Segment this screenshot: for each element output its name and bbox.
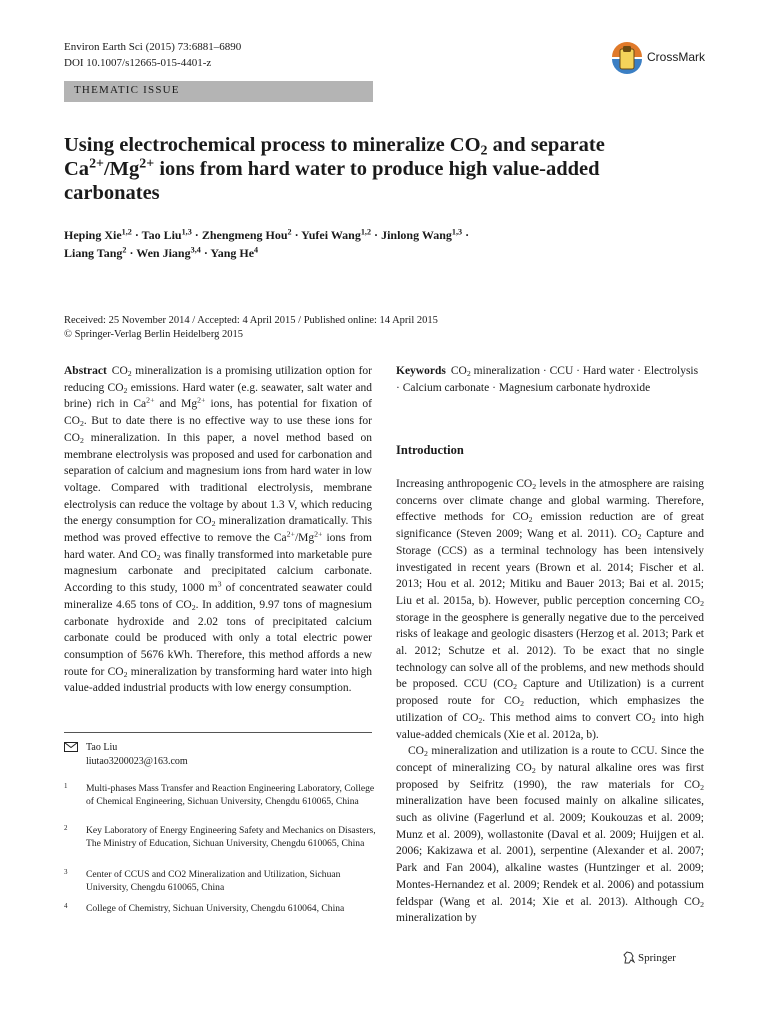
citation-link[interactable]: 2012: [414, 645, 438, 658]
article-title: Using electrochemical process to mineralize $CO_2$ and separate $Ca^{2+}/Mg^{2+}$ ions from hard water to produce high value-added carbonates: [64, 134, 605, 204]
citation-link[interactable]: 2009: [559, 812, 583, 825]
author-name[interactable]: Liang Tang: [64, 246, 123, 260]
citation-link[interactable]: 2009: [496, 528, 520, 541]
citation-link[interactable]: 2006: [396, 845, 419, 858]
author-name[interactable]: Yufei Wang: [301, 228, 361, 242]
author-affiliation-mark: 1,3: [451, 227, 463, 237]
citation-link[interactable]: 2012: [526, 645, 550, 658]
citation-link[interactable]: 2009: [453, 828, 477, 841]
affiliation-number: 4: [64, 902, 68, 910]
affiliation-number: 2: [64, 824, 68, 832]
crossmark-badge[interactable]: [610, 40, 706, 78]
citation-link[interactable]: 2007: [677, 845, 701, 858]
citation-link[interactable]: 2009: [513, 878, 537, 891]
citation-link[interactable]: 2011: [587, 528, 611, 541]
affiliation-text: Center of CCUS and CO2 Mineralization and Utilization, Sichuan University, Chengdu 610065, China: [86, 869, 341, 893]
envelope-icon: [64, 742, 78, 752]
publication-dates: [64, 314, 438, 342]
author-name[interactable]: Jinlong Wang: [381, 228, 452, 242]
author-affiliation-mark: 2: [287, 227, 292, 237]
author-name[interactable]: Zhengmeng Hou: [201, 228, 288, 242]
journal-citation: [64, 40, 241, 71]
author-affiliation-mark: 1,3: [181, 227, 192, 237]
citation-link[interactable]: 2012: [479, 578, 503, 591]
banner-label: THEMATIC ISSUE: [74, 84, 180, 96]
citation-link[interactable]: 2001: [506, 845, 530, 858]
paragraph: $CO_2$ mineralization and utilization is a route to CCU. Since the concept of mineralizing $CO_2$ by natural alkaline ores was first proposed by Seifritz (1990), the raw materials for $CO_2$ mineralization have been focused mainly on alkaline silicates, such as olivine (Fagerlund et al. 2009; Koukouzas et al. 2009; Munz et al. 2009), wollastonite (Daval et al. 2009; Huijgen et al. 2006; Kakizawa et al. 2001), serpentine (Alexander et al. 2007; Park and Fan 2004), alkaline wastes (Huntzinger et al. 2009; Montes-Hernandez et al. 2009; Rendek et al. 2006) and potassium feldspar (Wang et al. 2014; Xie et al. 2013). Although $CO_2$ mineralization by: [396, 745, 705, 925]
citation-link[interactable]: 2009: [677, 862, 701, 875]
citation-link[interactable]: b: [478, 594, 485, 607]
paragraph: Increasing anthropogenic $CO_2$ levels in the atmosphere are raising concerns over climate change and global warming. Therefore, effective methods for $CO_2$ emission reduction are of great significance (Steven 2009; Wang et al. 2011). $CO_2$ Capture and Storage (CCS) as a terminal technology has been intensively investigated in recent years (Brown et al. 2014; Fischer et al. 2013; Hou et al. 2012; Mitiku and Bauer 2013; Bai et al. 2015; Liu et al. 2015a, b). However, public perception concerning $CO_2$ storage in the geosphere is generally negative due to the perceived risks of leakage and geologic disasters (Herzog et al. 2013; Park et al. 2012; Schutze et al. 2012). To be exact that no single technology can solve all of the problems, and new methods should be proposed. CCU ($CO_2$ Capture and Utilization) is a current proposed route for $CO_2$ reduction, which emphasizes the utilization of $CO_2$. This method aims to convert $CO_2$ into high value-added chemicals (Xie et al. 2012a, b).: [396, 478, 705, 741]
contact-name: Tao Liu: [86, 742, 118, 753]
contact-email-link[interactable]: liutao3200023@163.com: [86, 756, 188, 767]
author-name[interactable]: Yang He: [210, 246, 255, 260]
affiliation: [64, 868, 376, 894]
affiliation-text: Multi-phases Mass Transfer and Reaction Engineering Laboratory, College of Chemical Engineering, Sichuan University, Chengdu 610065, China: [86, 783, 375, 807]
citation-link[interactable]: 2004: [469, 862, 493, 875]
citation-link[interactable]: 2015a: [443, 594, 472, 607]
journal-volume-line: Environ Earth Sci (2015) 73:6881–6890: [64, 41, 242, 53]
abstract-label: Abstract: [64, 365, 107, 377]
citation-link[interactable]: 2012a: [552, 728, 581, 741]
introduction-body: [396, 476, 704, 927]
author-name[interactable]: Wen Jiang: [136, 246, 191, 260]
citation-link[interactable]: 2015: [677, 578, 701, 591]
author-affiliation-mark: 3,4: [190, 245, 201, 255]
citation-link[interactable]: b: [586, 728, 593, 741]
copyright-line: © Springer-Verlag Berlin Heidelberg 2015: [64, 329, 244, 340]
citation-link[interactable]: 2013: [642, 628, 666, 641]
affiliation: [64, 782, 376, 808]
affiliation: [64, 824, 376, 850]
citation-link[interactable]: 2009: [677, 812, 701, 825]
citation-link[interactable]: 2014: [607, 561, 631, 574]
author-affiliation-mark: 1,2: [121, 227, 132, 237]
affiliation-number: 1: [64, 782, 68, 790]
publisher-logo: [623, 951, 676, 964]
citation-link[interactable]: 2006: [607, 878, 631, 891]
keywords: Keywords $CO_2$ mineralization · CCU · Hard water · Electrolysis · Calcium carbonate · Magnesium carbonate hydroxide: [396, 365, 699, 394]
footnote-divider: [64, 732, 372, 733]
history-line: Received: 25 November 2014 / Accepted: 4 April 2015 / Published online: 14 April 2015: [64, 315, 438, 326]
author-list: Heping Xie$^{1,2}$ · Tao Liu$^{1,3}$ · Zhengmeng Hou$^2$ · Yufei Wang$^{1,2}$ · Jinlong Wang$^{1,3}$ · Liang Tang$^2$ · Wen Jiang$^{3,4}$ · Yang He$^4$: [64, 227, 470, 260]
citation-link[interactable]: 2013: [396, 578, 419, 591]
citation-link[interactable]: 1990: [517, 778, 541, 791]
author-name[interactable]: Tao Liu: [141, 228, 182, 242]
springer-horse-icon: [623, 951, 635, 964]
thematic-issue-banner: [64, 81, 373, 102]
author-affiliation-mark: 2: [122, 245, 127, 255]
author-affiliation-mark: 4: [254, 245, 259, 255]
publisher-name: Springer: [638, 952, 676, 964]
keywords-label: Keywords: [396, 365, 446, 377]
author-affiliation-mark: 1,2: [360, 227, 372, 237]
citation-link[interactable]: 2013: [598, 578, 622, 591]
affiliation-number: 3: [64, 868, 68, 876]
affiliation-text: Key Laboratory of Energy Engineering Safety and Mechanics on Disasters, The Ministry of Education, Sichuan University, Chengdu 610065, China: [86, 825, 376, 849]
doi-line[interactable]: DOI 10.1007/s12665-015-4401-z: [64, 56, 212, 69]
section-heading-introduction: Introduction: [396, 443, 464, 457]
citation-link[interactable]: 2009: [609, 828, 633, 841]
crossmark-label: CrossMark: [647, 50, 706, 64]
citation-link[interactable]: 2014: [509, 895, 533, 908]
affiliation-text: College of Chemistry, Sichuan University, Chengdu 610064, China: [86, 903, 345, 914]
affiliation: [64, 902, 376, 915]
author-name[interactable]: Heping Xie: [64, 228, 122, 242]
abstract: Abstract $CO_2$ mineralization is a promising utilization option for reducing $CO_2$ emissions. Hard water (e.g. seawater, salt water and brine) rich in $Ca^{2+}$ and $Mg^{2+}$ ions, has potential for fixation of $CO_2$. But to date there is no effective way to use these ions for $CO_2$ mineralization. In this paper, a novel method based on membrane electrolysis was proposed and used for carbonation and separation of calcium and magnesium ions from hard water in low voltage. Compared with traditional electrolysis, membrane electrolysis can reduce the voltage by about 1.3 V, which reducing the energy consumption for $CO_2$ mineralization dramatically. This method was proved effective to remove the $Ca^{2+}/Mg^{2+}$ ions from hard water. And $CO_2$ was finally transformed into marketable pure magnesium carbonate and precipitated calcium carbonate. According to this study, 1000 $m^3$ of concentrated seawater could mineralize 4.65 tons of $CO_2$. In addition, 9.97 tons of magnesium carbonate hydroxide and 2.02 tons of precipitated calcium carbonate could be produced with only a total electric power consumption of 5676 kWh. Therefore, this method affords a new route for $CO_2$ mineralization by transforming hard water into high value-added industrial products with low energy consumption.: [64, 365, 373, 695]
citation-link[interactable]: 2013: [598, 895, 622, 908]
crossmark-icon: [610, 40, 644, 78]
